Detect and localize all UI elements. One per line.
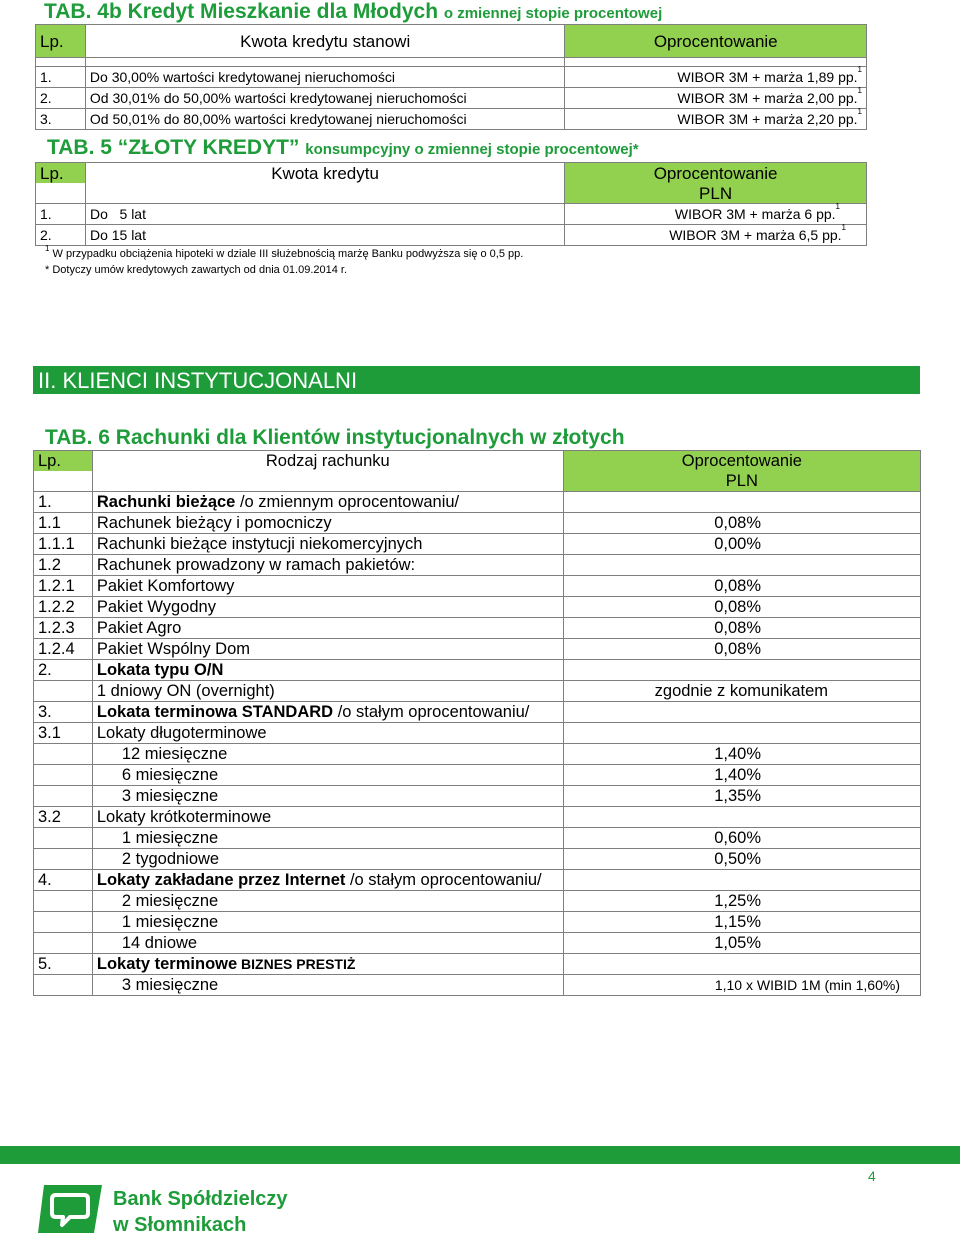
tab6-row-desc [92,681,563,702]
tab6-row-text: 3 miesięczne [121,786,219,805]
tab6-row-text: Pakiet Wygodny [96,597,216,616]
tab6-row-desc [92,597,563,618]
table-row [34,702,921,723]
bank-logo-icon [38,1183,102,1235]
table-row [36,109,867,130]
tab6-row-rate: 0,08% [563,513,920,534]
tab5-title [47,136,639,160]
tab6-row-desc [92,912,563,933]
tab4b-header-lp: Lp. [36,25,86,58]
tab6-row-lp: 1.1.1 [34,534,93,555]
tab5-header-amount: Kwota kredytu [85,163,564,184]
tab6-row-lp [34,786,93,807]
tab6-row-rate [563,807,920,828]
tab4b-row-desc: Do 30,00% wartości kredytowanej nieruchomości [85,67,565,88]
tab6-row-desc [92,492,563,513]
tab6-row-text: Rachunek bieżący i pomocniczy [96,513,332,532]
tab6-row-rate: 1,15% [563,912,920,933]
tab6-row-desc [92,933,563,954]
tab6-row-lp [34,681,93,702]
tab6-row-bold-text: Lokata terminowa STANDARD [96,702,334,721]
table-row [34,534,921,555]
tab5-row-desc: Do 15 lat [85,225,564,246]
bank-name-line-1: Bank Spółdzielczy [113,1188,288,1210]
tab6-row-desc [92,849,563,870]
table-row [34,849,921,870]
tab6-row-lp: 4. [34,870,93,891]
tab6-row-desc [92,618,563,639]
tab4b-header-amount: Kwota kredytu stanowi [85,25,565,58]
tab6-row-lp: 1. [34,492,93,513]
table-row [34,891,921,912]
tab6-header-currency: PLN [563,471,920,492]
tab6-header-rate: Oprocentowanie [563,451,920,472]
table-row [34,639,921,660]
tab6-row-text: /o stałym oprocentowaniu/ [333,702,530,721]
table-row [34,975,921,996]
tab6-row-lp: 3.1 [34,723,93,744]
tab6-row-rate: 1,25% [563,891,920,912]
tab5-title-main: TAB. 5 “ZŁOTY KREDYT” [47,136,300,159]
tab6-row-desc [92,555,563,576]
tab4b-title-main: TAB. 4b Kredyt Mieszkanie dla Młodych [44,0,439,23]
tab6-row-lp [34,891,93,912]
table-row [34,576,921,597]
table-row [34,807,921,828]
tab6-row-rate [563,660,920,681]
tab6-row-rate [563,870,920,891]
tab6-row-desc [92,954,563,975]
tab6-row-text: 14 dniowe [121,933,198,952]
tab6-row-bold-text: Lokaty zakładane przez Internet [96,870,346,889]
footer-divider [0,1146,960,1164]
table-row [34,681,921,702]
tab5-header-lp: Lp. [36,163,86,184]
tab5-header-row [36,163,867,184]
tab6-row-bold-text: Rachunki bieżące [96,492,236,511]
tab6-row-rate: 0,60% [563,828,920,849]
table-row [36,88,867,109]
tab6-header-type: Rodzaj rachunku [92,451,563,472]
tab5-row-rate: WIBOR 3M + marża 6,5 pp.$^1$ [565,225,867,246]
bank-name-line-2: w Słomnikach [113,1214,247,1236]
tab5-footnote-1 [45,244,524,260]
table-row [36,67,867,88]
tab4b-row-lp: 3. [36,109,86,130]
tab6-row-lp [34,828,93,849]
tab6-row-bold-text: Lokaty terminowe [96,954,238,973]
tab6-row-desc [92,534,563,555]
tab6-row-text: 1 miesięczne [121,828,219,847]
section-title: II. KLIENCI INSTYTUCJONALNI [38,368,358,393]
tab6-row-desc [92,744,563,765]
tab4b-row-lp: 2. [36,88,86,109]
table-row [34,597,921,618]
tab6-row-rate: 1,05% [563,933,920,954]
table-row [34,555,921,576]
tab6-row-text: Rachunki bieżące instytucji niekomercyjnych [96,534,423,553]
tab4b-header-rate: Oprocentowanie [565,25,867,58]
tab5-title-sub: konsumpcyjny o zmiennej stopie procentowej* [305,141,639,158]
tab6-row-bold-small-text: BIZNES PRESTIŻ [237,955,356,972]
tab5-header-currency: PLN [565,183,867,204]
tab6-title: TAB. 6 Rachunki dla Klientów instytucjonalnych w złotych [45,426,625,449]
tab6-row-rate: 0,50% [563,849,920,870]
footnote-text: * Dotyczy umów kredytowych zawartych od dnia 01.09.2014 r. [45,264,348,276]
tab6-row-lp: 3.2 [34,807,93,828]
tab6-row-desc [92,975,563,996]
tab6-row-text: /o stałym oprocentowaniu/ [345,870,542,889]
tab6-row-lp [34,849,93,870]
tab6-row-rate: 1,40% [563,765,920,786]
tab4b-row-desc: Od 30,01% do 50,00% wartości kredytowanej nieruchomości [85,88,565,109]
tab5-footnote-2 [45,264,347,276]
tab6-row-lp: 1.2.3 [34,618,93,639]
tab5-header-row-2 [36,183,867,204]
tab6-row-text: 2 miesięczne [121,891,219,910]
table-row [34,912,921,933]
tab6-row-rate: 0,08% [563,576,920,597]
tab6-row-text: /o zmiennym oprocentowaniu/ [235,492,460,511]
tab6-row-text: 3 miesięczne [121,975,219,994]
tab6-row-text: 12 miesięczne [121,744,228,763]
table-row [34,933,921,954]
tab6-row-desc [92,891,563,912]
tab6-row-rate: zgodnie z komunikatem [563,681,920,702]
table-row [34,618,921,639]
tab4b-gap-row [36,58,867,67]
tab6-row-lp: 1.1 [34,513,93,534]
page-number: 4 [868,1168,876,1184]
tab6-row-text: 6 miesięczne [121,765,219,784]
tab6-row-desc [92,702,563,723]
tab6-row-lp: 1.2.4 [34,639,93,660]
tab6-header-row-2 [34,471,921,492]
tab6-row-desc [92,870,563,891]
tab6-header-row [34,451,921,472]
tab6-row-text: Rachunek prowadzony w ramach pakietów: [96,555,416,574]
tab6-row-rate [563,723,920,744]
footnote-marker: 1 [45,244,50,253]
tab5-row-desc: Do 5 lat [85,204,564,225]
tab6-row-text: Pakiet Agro [96,618,182,637]
bank-logo [38,1183,102,1235]
tab6-row-lp: 3. [34,702,93,723]
tab4b-row-rate: WIBOR 3M + marża 2,20 pp.$^1$ [565,109,867,130]
tab6-row-desc [92,786,563,807]
table-row [34,786,921,807]
table-row [36,225,867,246]
tab6-row-text: 1 miesięczne [121,912,219,931]
table-row [34,513,921,534]
tab6-row-lp [34,975,93,996]
table-row [36,204,867,225]
tab6-row-lp: 1.2.1 [34,576,93,597]
tab6-row-desc [92,828,563,849]
table-row [34,744,921,765]
tab6-row-lp: 1.2.2 [34,597,93,618]
tab6-row-desc [92,513,563,534]
tab4b-row-rate: WIBOR 3M + marża 1,89 pp.$^1$ [565,67,867,88]
tab4b-row-desc: Od 50,01% do 80,00% wartości kredytowanej nieruchomości [85,109,565,130]
tab6-row-lp: 5. [34,954,93,975]
tab4b-row-lp: 1. [36,67,86,88]
tab6-row-lp [34,912,93,933]
tab6-row-desc [92,765,563,786]
tab6-row-text: Pakiet Komfortowy [96,576,235,595]
tab6-row-rate: 1,10 x WIBID 1M (min 1,60%) [563,975,920,996]
tab6-row-lp [34,933,93,954]
tab6-row-rate [563,702,920,723]
tab6-row-lp [34,765,93,786]
table-row [34,870,921,891]
tab6-row-desc [92,723,563,744]
tab6-row-text: Pakiet Wspólny Dom [96,639,251,658]
tab6-row-rate [563,492,920,513]
tab5-header-rate: Oprocentowanie [565,163,867,184]
tab5-row-rate: WIBOR 3M + marża 6 pp.$^1$ [565,204,867,225]
table-row [34,723,921,744]
footnote-text: W przypadku obciążenia hipoteki w dziale III służebnością marżę Banku podwyższa się o 0,5 pp. [52,248,524,260]
tab6-table [33,450,921,996]
tab6-row-rate: 0,08% [563,639,920,660]
tab6-row-lp: 2. [34,660,93,681]
tab6-row-lp [34,744,93,765]
tab6-row-text: Lokaty długoterminowe [96,723,267,742]
tab6-row-rate [563,954,920,975]
tab6-row-desc [92,576,563,597]
tab6-row-rate: 0,08% [563,597,920,618]
section-banner [33,366,920,394]
tab4b-table [35,24,867,130]
tab6-row-desc [92,660,563,681]
tab6-row-rate: 0,08% [563,618,920,639]
table-row [34,828,921,849]
table-row [34,660,921,681]
tab6-row-rate: 0,00% [563,534,920,555]
tab6-row-desc [92,807,563,828]
tab4b-title [44,0,662,24]
table-row [34,492,921,513]
tab4b-header-row [36,25,867,58]
table-row [34,954,921,975]
tab6-row-rate: 1,35% [563,786,920,807]
tab6-row-rate: 1,40% [563,744,920,765]
tab6-header-lp: Lp. [34,451,93,472]
tab6-row-text: Lokaty krótkoterminowe [96,807,272,826]
bank-name [113,1186,288,1238]
tab5-table [35,162,867,246]
tab6-row-text: 2 tygodniowe [121,849,220,868]
tab5-row-lp: 2. [36,225,86,246]
tab6-row-desc [92,639,563,660]
tab6-row-text: 1 dniowy ON (overnight) [96,681,275,700]
tab5-row-lp: 1. [36,204,86,225]
tab6-row-bold-text: Lokata typu O/N [96,660,224,679]
tab6-row-lp: 1.2 [34,555,93,576]
tab4b-title-sub: o zmiennej stopie procentowej [443,5,663,22]
table-row [34,765,921,786]
tab6-row-rate [563,555,920,576]
tab4b-row-rate: WIBOR 3M + marża 2,00 pp.$^1$ [565,88,867,109]
